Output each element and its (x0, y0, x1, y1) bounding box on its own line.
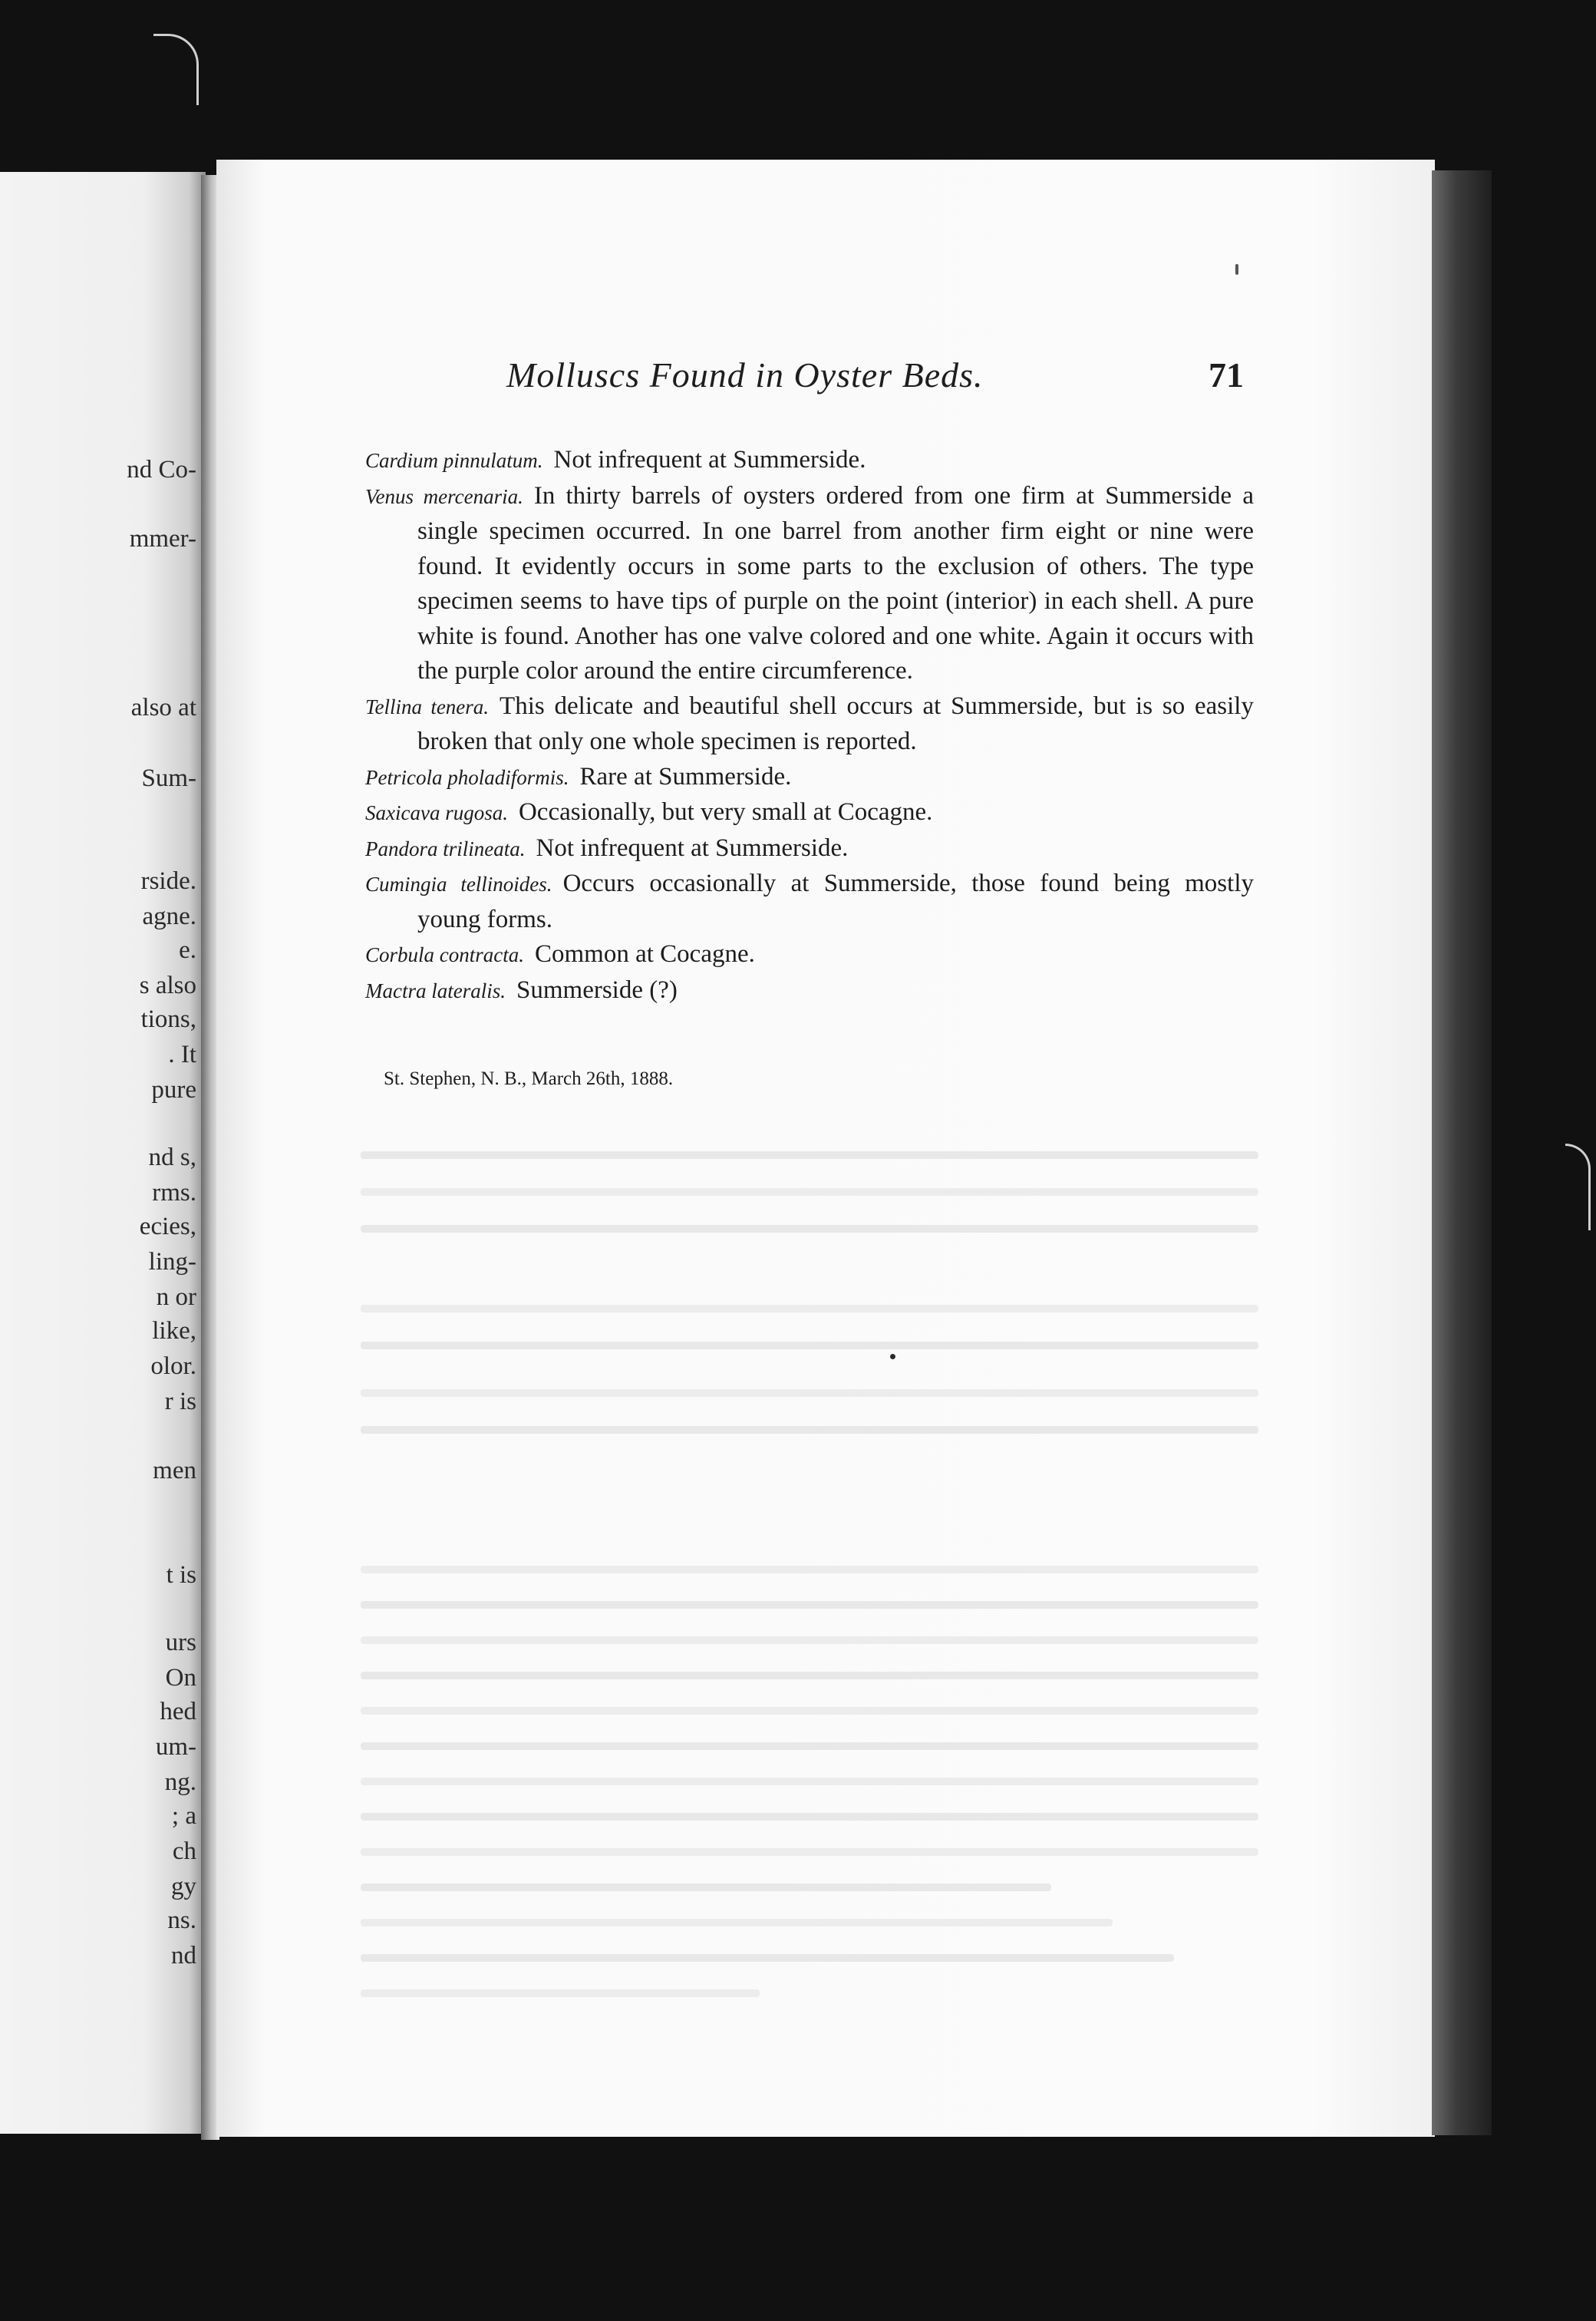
left-page-fragment: ling- (148, 1248, 196, 1276)
scan-hair-artifact (1565, 1144, 1591, 1230)
show-through-line (361, 1954, 1174, 1962)
left-page-fragment: gy (171, 1873, 196, 1900)
left-page-fragment: . It (168, 1041, 196, 1068)
left-page-fragment: also at (130, 694, 196, 721)
left-page-fragment: tions, (140, 1005, 196, 1033)
species-note: Occurs occasionally at Summerside, those found being mostly young forms. (417, 870, 1254, 933)
left-page-fragment: ch (172, 1837, 196, 1865)
left-page-fragment: nd Co- (127, 456, 196, 484)
show-through-line (361, 1188, 1258, 1196)
left-page-fragment: ecies, (139, 1213, 196, 1240)
left-page-fragment: r is (164, 1388, 196, 1415)
left-page-fragment: hed (160, 1698, 196, 1725)
left-page-fragment: Sum- (141, 764, 196, 792)
species-entry (365, 760, 1254, 796)
species-entry (365, 689, 1254, 760)
species-note: This delicate and beautiful shell occurs at Summerside, but is so easily broken that only one whole specimen is reported. (417, 692, 1254, 755)
show-through-line (361, 1151, 1258, 1159)
species-note: Common at Cocagne. (535, 940, 755, 968)
show-through-line (361, 1305, 1258, 1312)
left-page-fragment: ng. (164, 1768, 196, 1796)
show-through-line (361, 1919, 1113, 1926)
left-page-fragment: s also (139, 972, 196, 999)
left-page-fragment: pure (151, 1076, 196, 1104)
page-stack-edge (1432, 170, 1492, 2135)
species-entry (365, 867, 1254, 937)
dust-speck (1235, 264, 1238, 275)
species-note: Not infrequent at Summerside. (553, 446, 866, 474)
species-entry (365, 795, 1254, 831)
show-through-line (361, 1813, 1258, 1821)
species-name: Petricola pholadiformis. (365, 765, 569, 789)
species-name: Venus mercenaria. (365, 484, 523, 508)
species-entry (365, 937, 1254, 973)
species-name: Cardium pinnulatum. (365, 449, 543, 472)
running-head-title: Molluscs Found in Oyster Beds. (506, 355, 984, 395)
species-note: Occasionally, but very small at Cocagne. (518, 798, 933, 826)
show-through-line (361, 1601, 1258, 1609)
left-page-fragment: um- (155, 1733, 196, 1761)
species-name: Pandora trilineata. (365, 837, 526, 860)
scan-hair-artifact (153, 34, 199, 105)
species-note: Not infrequent at Summerside. (536, 834, 849, 862)
species-note: Rare at Summerside. (579, 762, 792, 791)
place-and-date-signature: St. Stephen, N. B., March 26th, 1888. (384, 1068, 674, 1089)
show-through-line (361, 1225, 1258, 1233)
dust-speck (890, 1354, 895, 1359)
show-through-line (361, 1342, 1258, 1349)
left-page-fragment: like, (152, 1317, 196, 1345)
left-page-fragment: ; a (171, 1802, 196, 1830)
left-page-fragment: On (165, 1664, 196, 1692)
show-through-line (361, 1884, 1051, 1891)
species-entry (365, 973, 1254, 1009)
show-through-line (361, 1848, 1258, 1856)
left-page-fragment: nd (171, 1942, 196, 1969)
show-through-line (361, 1707, 1258, 1715)
left-page-fragment: ns. (167, 1907, 196, 1934)
left-page-fragment: men (153, 1457, 196, 1484)
left-page-fragment: urs (165, 1629, 196, 1656)
show-through-line (361, 1778, 1258, 1785)
left-page-edge (0, 172, 206, 2134)
page-number: 71 (1209, 355, 1244, 395)
show-through-line (361, 1426, 1258, 1434)
left-page-fragment: olor. (150, 1352, 196, 1380)
show-through-line (361, 1389, 1258, 1397)
show-through-line (361, 1672, 1258, 1679)
left-page-fragment: rms. (152, 1179, 196, 1207)
left-page-fragment: rside. (140, 867, 196, 895)
species-entry (365, 443, 1254, 479)
species-note: Summerside (?) (516, 976, 678, 1004)
species-name: Saxicava rugosa. (365, 801, 508, 824)
species-entry (365, 479, 1254, 689)
left-page-fragment: t is (166, 1561, 196, 1589)
left-page-fragment: nd s, (148, 1144, 196, 1171)
species-note: In thirty barrels of oysters ordered from one firm at Summerside a single specimen occurred. In one barrel from another firm eight or nine were found. It evidently occurs in some parts to the exclusion of others. The type specimen seems to have tips of purple on the point (interior) in each shell. A pure white is found. Another has one valve colored and one white. Again it occurs with the purple color around the entire circumference. (417, 481, 1254, 685)
species-name: Corbula contracta. (365, 943, 524, 966)
left-page-fragment: e. (179, 936, 196, 964)
species-list (365, 443, 1254, 1009)
species-name: Cumingia tellinoides. (365, 873, 552, 896)
show-through-line (361, 1989, 760, 1997)
species-name: Tellina tenera. (365, 695, 490, 718)
species-entry (365, 831, 1254, 867)
show-through-line (361, 1566, 1258, 1573)
show-through-line (361, 1742, 1258, 1750)
show-through-line (361, 1636, 1258, 1644)
left-page-fragment: mmer- (129, 525, 196, 553)
left-page-fragment: agne. (142, 903, 196, 930)
species-name: Mactra lateralis. (365, 979, 506, 1002)
left-page-fragment: n or (156, 1283, 196, 1311)
